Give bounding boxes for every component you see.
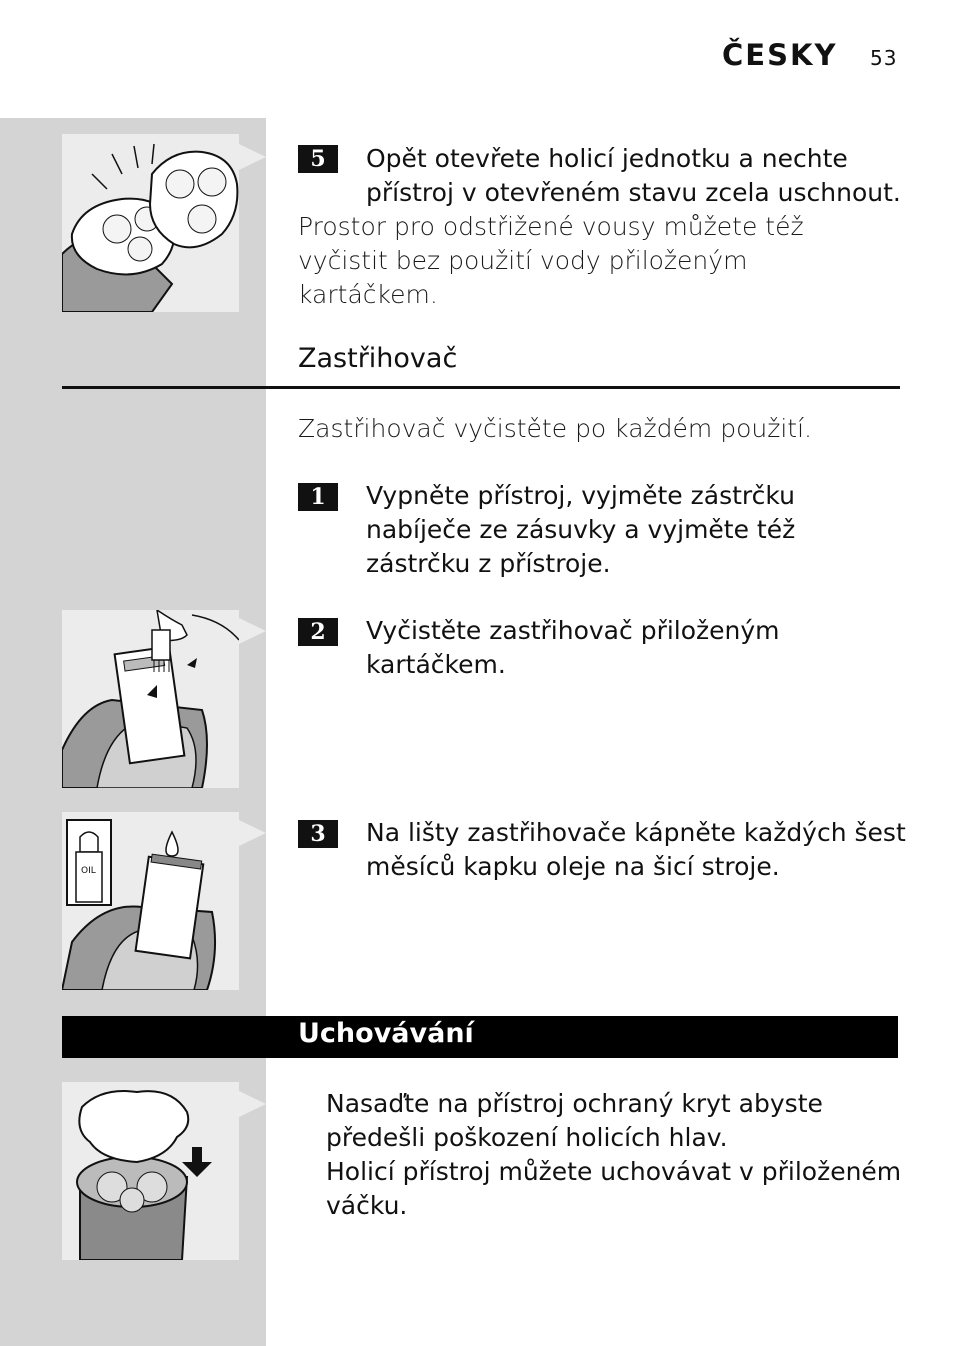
storage-heading: Uchovávání bbox=[298, 1018, 474, 1049]
illustration-pointer bbox=[239, 618, 266, 644]
trimmer-heading: Zastřihovač bbox=[298, 343, 458, 374]
storage-heading-bar bbox=[62, 1016, 898, 1058]
illustration-protective-cap bbox=[62, 1082, 239, 1260]
step-2-text: Vyčistěte zastřihovač přiloženým kartáčkem. bbox=[366, 616, 780, 679]
trimmer-intro: Zastřihovač vyčistěte po každém použití. bbox=[298, 414, 812, 443]
step-5-note: Prostor pro odstřižené vousy můžete též vyčistit bez použití vody přiloženým kartáčkem. bbox=[298, 212, 804, 309]
illustration-pointer bbox=[239, 820, 266, 846]
step-3-text: Na lišty zastřihovače kápněte každých šest měsíců kapku oleje na šicí stroje. bbox=[366, 818, 906, 881]
storage-text-2: Holicí přístroj můžete uchovávat v přiloženém váčku. bbox=[326, 1157, 902, 1220]
step-5-text: Opět otevřete holicí jednotku a nechte přístroj v otevřeném stavu zcela uschnout. bbox=[366, 144, 901, 207]
step-5-badge: 5 bbox=[298, 145, 338, 173]
illustration-pointer bbox=[239, 144, 266, 170]
illustration-pointer bbox=[239, 1091, 266, 1117]
step-1-badge: 1 bbox=[298, 483, 338, 511]
illustration-open-shaving-unit bbox=[62, 134, 239, 312]
storage-text-1: Nasaďte na přístroj ochraný kryt abyste předešli poškození holicích hlav. bbox=[326, 1089, 823, 1152]
step-3-badge: 3 bbox=[298, 820, 338, 848]
step-2-badge: 2 bbox=[298, 618, 338, 646]
step-1-text: Vypněte přístroj, vyjměte zástrčku nabíječe ze zásuvky a vyjměte též zástrčku z přístroje. bbox=[366, 481, 796, 578]
header-language: ČESKY bbox=[722, 38, 838, 72]
page-number: 53 bbox=[870, 46, 898, 70]
illustration-oil-trimmer bbox=[62, 812, 239, 990]
section-rule bbox=[62, 386, 900, 389]
illustration-brush-trimmer bbox=[62, 610, 239, 788]
oil-label: OIL bbox=[81, 866, 96, 876]
